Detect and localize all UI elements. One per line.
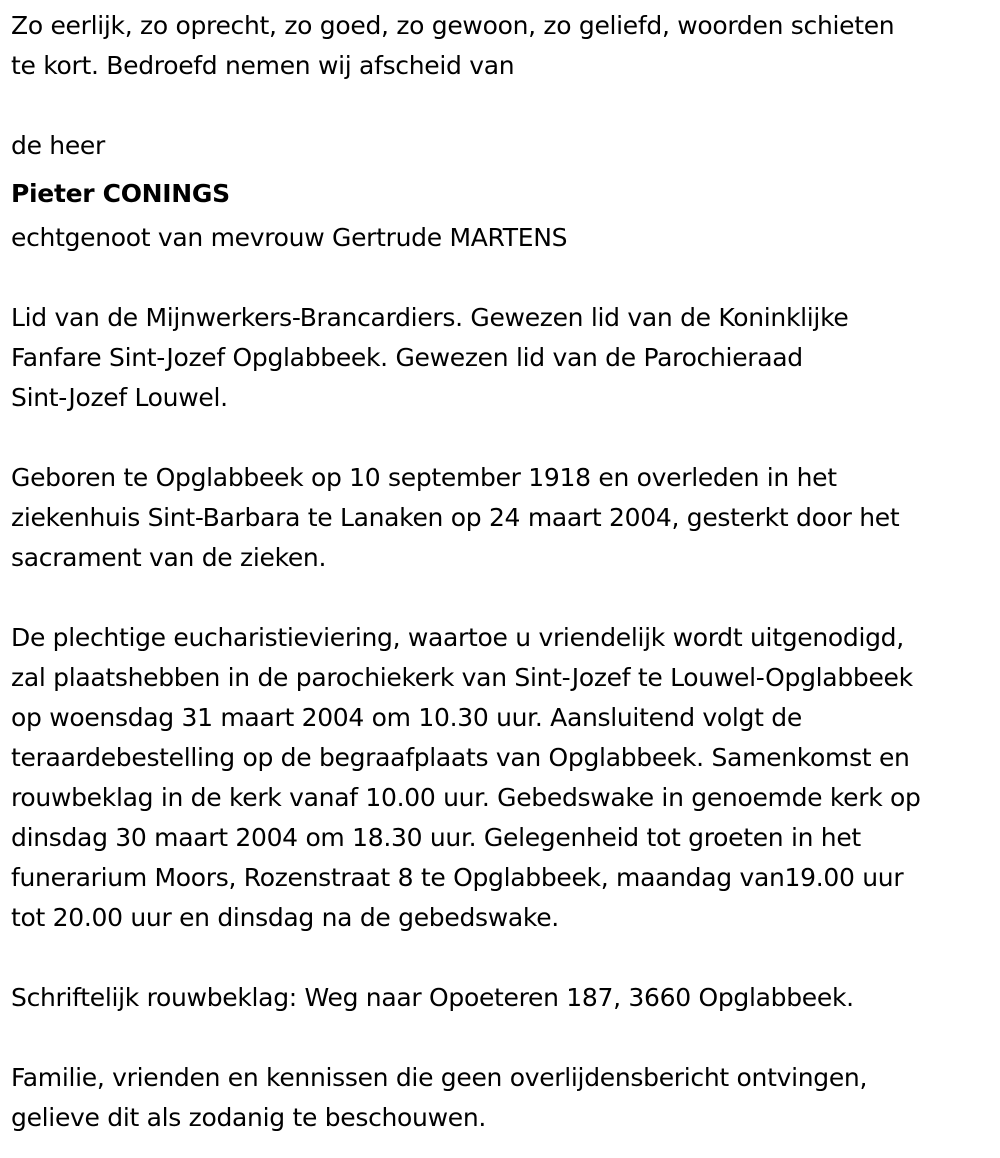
closing-paragraph: Familie, vrienden en kennissen die geen overlijdensbericht ontvingen, gelieve dit als zodanig te beschouwen.: [11, 1063, 868, 1132]
honorific: de heer: [11, 131, 105, 160]
birth-death-paragraph: Geboren te Opglabbeek op 10 september 1918 en overleden in het ziekenhuis Sint-Barbara te Lanaken op 24 maart 2004, gesterkt door het sacrament van de zieken.: [11, 463, 900, 572]
ceremony-paragraph: De plechtige eucharistieviering, waartoe u vriendelijk wordt uitgenodigd, zal plaatshebben in de parochiekerk van Sint-Jozef te Louwel-Opglabbeek op woensdag 31 maart 2004 om 10.30 uur. Aansluitend volgt de teraardebestelling op de begraafplaats van Opglabbeek. Samenkomst en rouwbeklag in de kerk vanaf 10.00 uur. Gebedswake in genoemde kerk op dinsdag 30 maart 2004 om 18.30 uur. Gelegenheid tot groeten in het funerarium Moors, Rozenstraat 8 te Opglabbeek, maandag van19.00 uur tot 20.00 uur en dinsdag na de gebedswake.: [11, 623, 921, 932]
condolence-address: Schriftelijk rouwbeklag: Weg naar Opoeteren 187, 3660 Opglabbeek.: [11, 983, 854, 1012]
memberships-paragraph: Lid van de Mijnwerkers-Brancardiers. Gewezen lid van de Koninklijke Fanfare Sint-Jozef Opglabbeek. Gewezen lid van de Parochieraad Sint-Jozef Louwel.: [11, 303, 849, 412]
spouse-line: echtgenoot van mevrouw Gertrude MARTENS: [11, 223, 568, 252]
opening-text: Zo eerlijk, zo oprecht, zo goed, zo gewoon, zo geliefd, woorden schieten te kort. Bedroefd nemen wij afscheid van: [11, 11, 895, 80]
deceased-name: Pieter CONINGS: [11, 179, 230, 208]
